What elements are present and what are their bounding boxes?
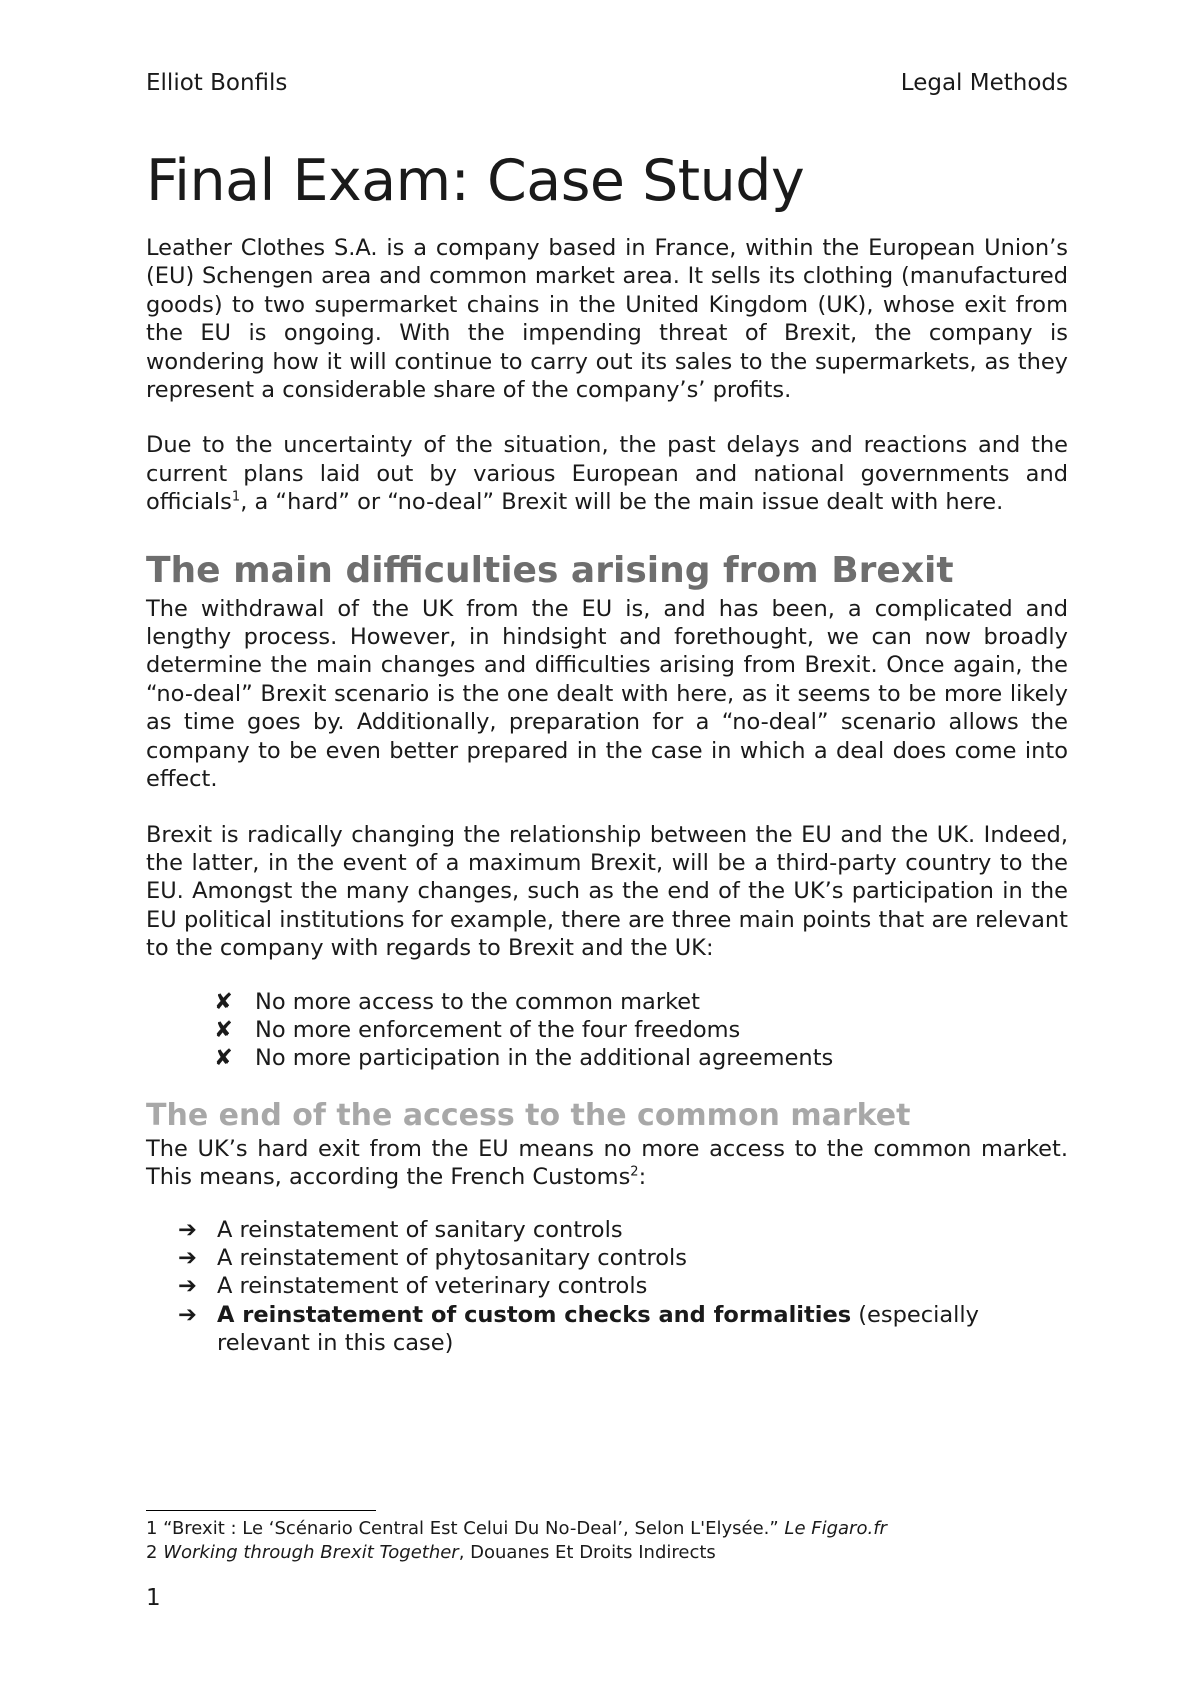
list-item-text: No more participation in the additional agreements [255,1045,834,1072]
footnote-source: Working through Brexit Together [163,1542,459,1563]
footnote-text: “Brexit : Le ‘Scénario Central Est Celui Du No-Deal’, Selon L'Elysée.” [157,1518,785,1539]
intro-p2-text: Due to the uncertainty of the situation, the past delays and reactions and the current plans laid out by various European and national governments and officials [146,432,1068,516]
section1-paragraph-2: Brexit is radically changing the relationship between the EU and the UK. Indeed, the latter, in the event of a maximum Brexit, will be a third-party country to the EU. Amongst the many changes, such as the end of the UK’s participation in the EU political institutions for example, there are three main points that are relevant to the company with regards to Brexit and the UK: [146,821,1068,962]
footnote-text: , Douanes Et Droits Indirects [458,1542,716,1563]
footnote-divider [146,1510,376,1511]
main-content [146,142,1068,1358]
section1-paragraph-1: The withdrawal of the UK from the EU is, and has been, a complicated and lengthy process. However, in hindsight and forethought, we can now broadly determine the main changes and difficulties arising from Brexit. Once again, the “no-deal” Brexit scenario is the one dealt with here, as it seems to be more likely as time goes by. Additionally, preparation for a “no-deal” scenario allows the company to be even better prepared in the case in which a deal does come into effect. [146,595,1068,793]
document-title: Final Exam: Case Study [146,148,805,214]
cross-mark-icon: ✘ [214,1016,233,1043]
list-item-bold-text: A reinstatement of custom checks and formalities [217,1301,852,1328]
arrow-right-icon: ➔ [178,1216,197,1243]
section2-paragraph-1 [146,1135,1068,1192]
list-item-rest-text: (especially relevant in this case) [217,1301,979,1357]
cross-mark-icon: ✘ [214,988,233,1015]
footnote-2 [146,1542,716,1564]
header-author: Elliot Bonfils [146,70,288,96]
subsection-heading-common-market: The end of the access to the common market [146,1097,911,1133]
list-item-text [217,1301,1068,1358]
difficulties-list [214,988,1068,1073]
arrow-right-icon: ➔ [178,1273,197,1300]
list-item [178,1301,1068,1358]
list-item-text: No more access to the common market [255,988,700,1015]
intro-p2-text-end: , a “hard” or “no-deal” Brexit will be the main issue dealt with here. [240,489,1004,516]
list-item [214,988,1068,1016]
list-item-text: A reinstatement of phytosanitary controls [217,1244,687,1271]
list-item [178,1244,1068,1272]
list-item-text: A reinstatement of veterinary controls [217,1273,648,1300]
intro-paragraph-2 [146,431,1068,516]
intro-paragraph-1: Leather Clothes S.A. is a company based in France, within the European Union’s (EU) Schengen area and common market area. It sells its clothing (manufactured goods) to two supermarket chains in the United Kingdom (UK), whose exit from the EU is ongoing. With the impending threat of Brexit, the company is wondering how it will continue to carry out its sales to the supermarkets, as they represent a considerable share of the company’s’ profits. [146,235,1068,404]
list-item-text: A reinstatement of sanitary controls [217,1216,623,1243]
list-item [214,1044,1068,1072]
footnote-1 [146,1518,887,1540]
list-item-text: No more enforcement of the four freedoms [255,1016,741,1043]
footnote-source: Le Figaro.fr [784,1518,887,1539]
footnote-ref-1[interactable]: 1 [231,489,241,505]
list-item [178,1216,1068,1244]
section2-p1-text: The UK’s hard exit from the EU means no more access to the common market. This means, according the French Customs [146,1135,1068,1191]
footnote-ref-2[interactable]: 2 [630,1164,639,1180]
cross-mark-icon: ✘ [214,1045,233,1072]
list-item [178,1272,1068,1300]
list-item [214,1016,1068,1044]
arrow-right-icon: ➔ [178,1301,197,1328]
section-heading-difficulties: The main difficulties arising from Brexit [146,549,954,591]
section2-p1-text-end: : [638,1164,647,1191]
footnote-number: 1 [146,1518,158,1539]
header-course: Legal Methods [900,70,1068,96]
page-number: 1 [146,1585,161,1611]
arrow-right-icon: ➔ [178,1244,197,1271]
footnote-number: 2 [146,1542,158,1563]
controls-list [178,1216,1068,1358]
